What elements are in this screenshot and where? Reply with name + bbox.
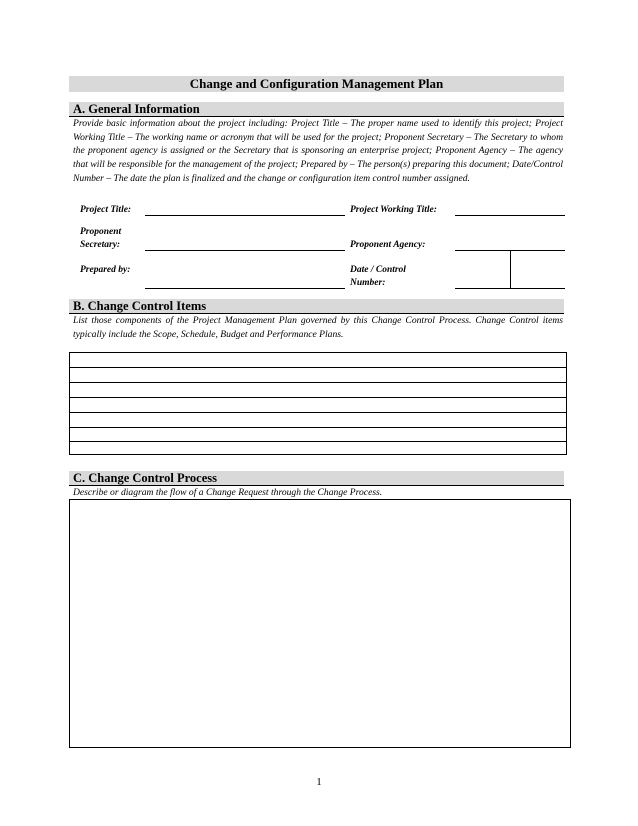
proponent-secretary-label-line2: Secretary: (80, 240, 121, 250)
section-c-description: Describe or diagram the flow of a Change Request through the Change Process. (73, 487, 383, 498)
date-control-label-line2: Number: (350, 278, 386, 288)
project-title-field[interactable] (145, 215, 345, 216)
proponent-secretary-field[interactable] (145, 250, 345, 251)
prepared-by-label: Prepared by: (80, 265, 131, 275)
project-title-label: Project Title: (80, 205, 132, 215)
change-control-items-table (69, 352, 567, 455)
date-control-divider (510, 251, 511, 288)
table-row[interactable] (70, 367, 566, 368)
prepared-by-field[interactable] (145, 288, 345, 289)
section-b-description: List those components of the Project Management Plan governed by this Change Control Process. Change Control items typically include the Scope, Schedule, Budget and Performance Plans. (73, 315, 563, 340)
table-row[interactable] (70, 441, 566, 442)
project-working-title-field[interactable] (455, 215, 565, 216)
date-control-label-line1: Date / Control (350, 265, 406, 275)
proponent-secretary-label-line1: Proponent (80, 227, 122, 237)
section-c-heading: C. Change Control Process (69, 471, 564, 486)
proponent-agency-label: Proponent Agency: (350, 240, 426, 250)
page-number: 1 (316, 776, 322, 788)
section-b-heading: B. Change Control Items (69, 299, 564, 314)
project-working-title-label: Project Working Title: (350, 205, 437, 215)
section-a-heading: A. General Information (69, 102, 564, 117)
change-process-diagram-area[interactable] (69, 499, 571, 748)
table-row[interactable] (70, 412, 566, 413)
section-a-description: Provide basic information about the project including: Project Title – The proper name used to identify this project; Project Working Title – The working name or acronym that will be used for the project; Proponent Secretary – The Secretary to whom the proponent agency is assigned or the Secretary that is sponsoring an enterprise project; Proponent Agency – The agency that will be responsible for the management of the project; Prepared by – The person(s) preparing this document; Date/Control Number – The date the plan is finalized and the change or configuration item control number assigned. (73, 118, 563, 184)
table-row[interactable] (70, 382, 566, 383)
table-row[interactable] (70, 397, 566, 398)
document-title: Change and Configuration Management Plan (69, 76, 564, 92)
table-row[interactable] (70, 427, 566, 428)
date-control-field[interactable] (455, 288, 565, 289)
